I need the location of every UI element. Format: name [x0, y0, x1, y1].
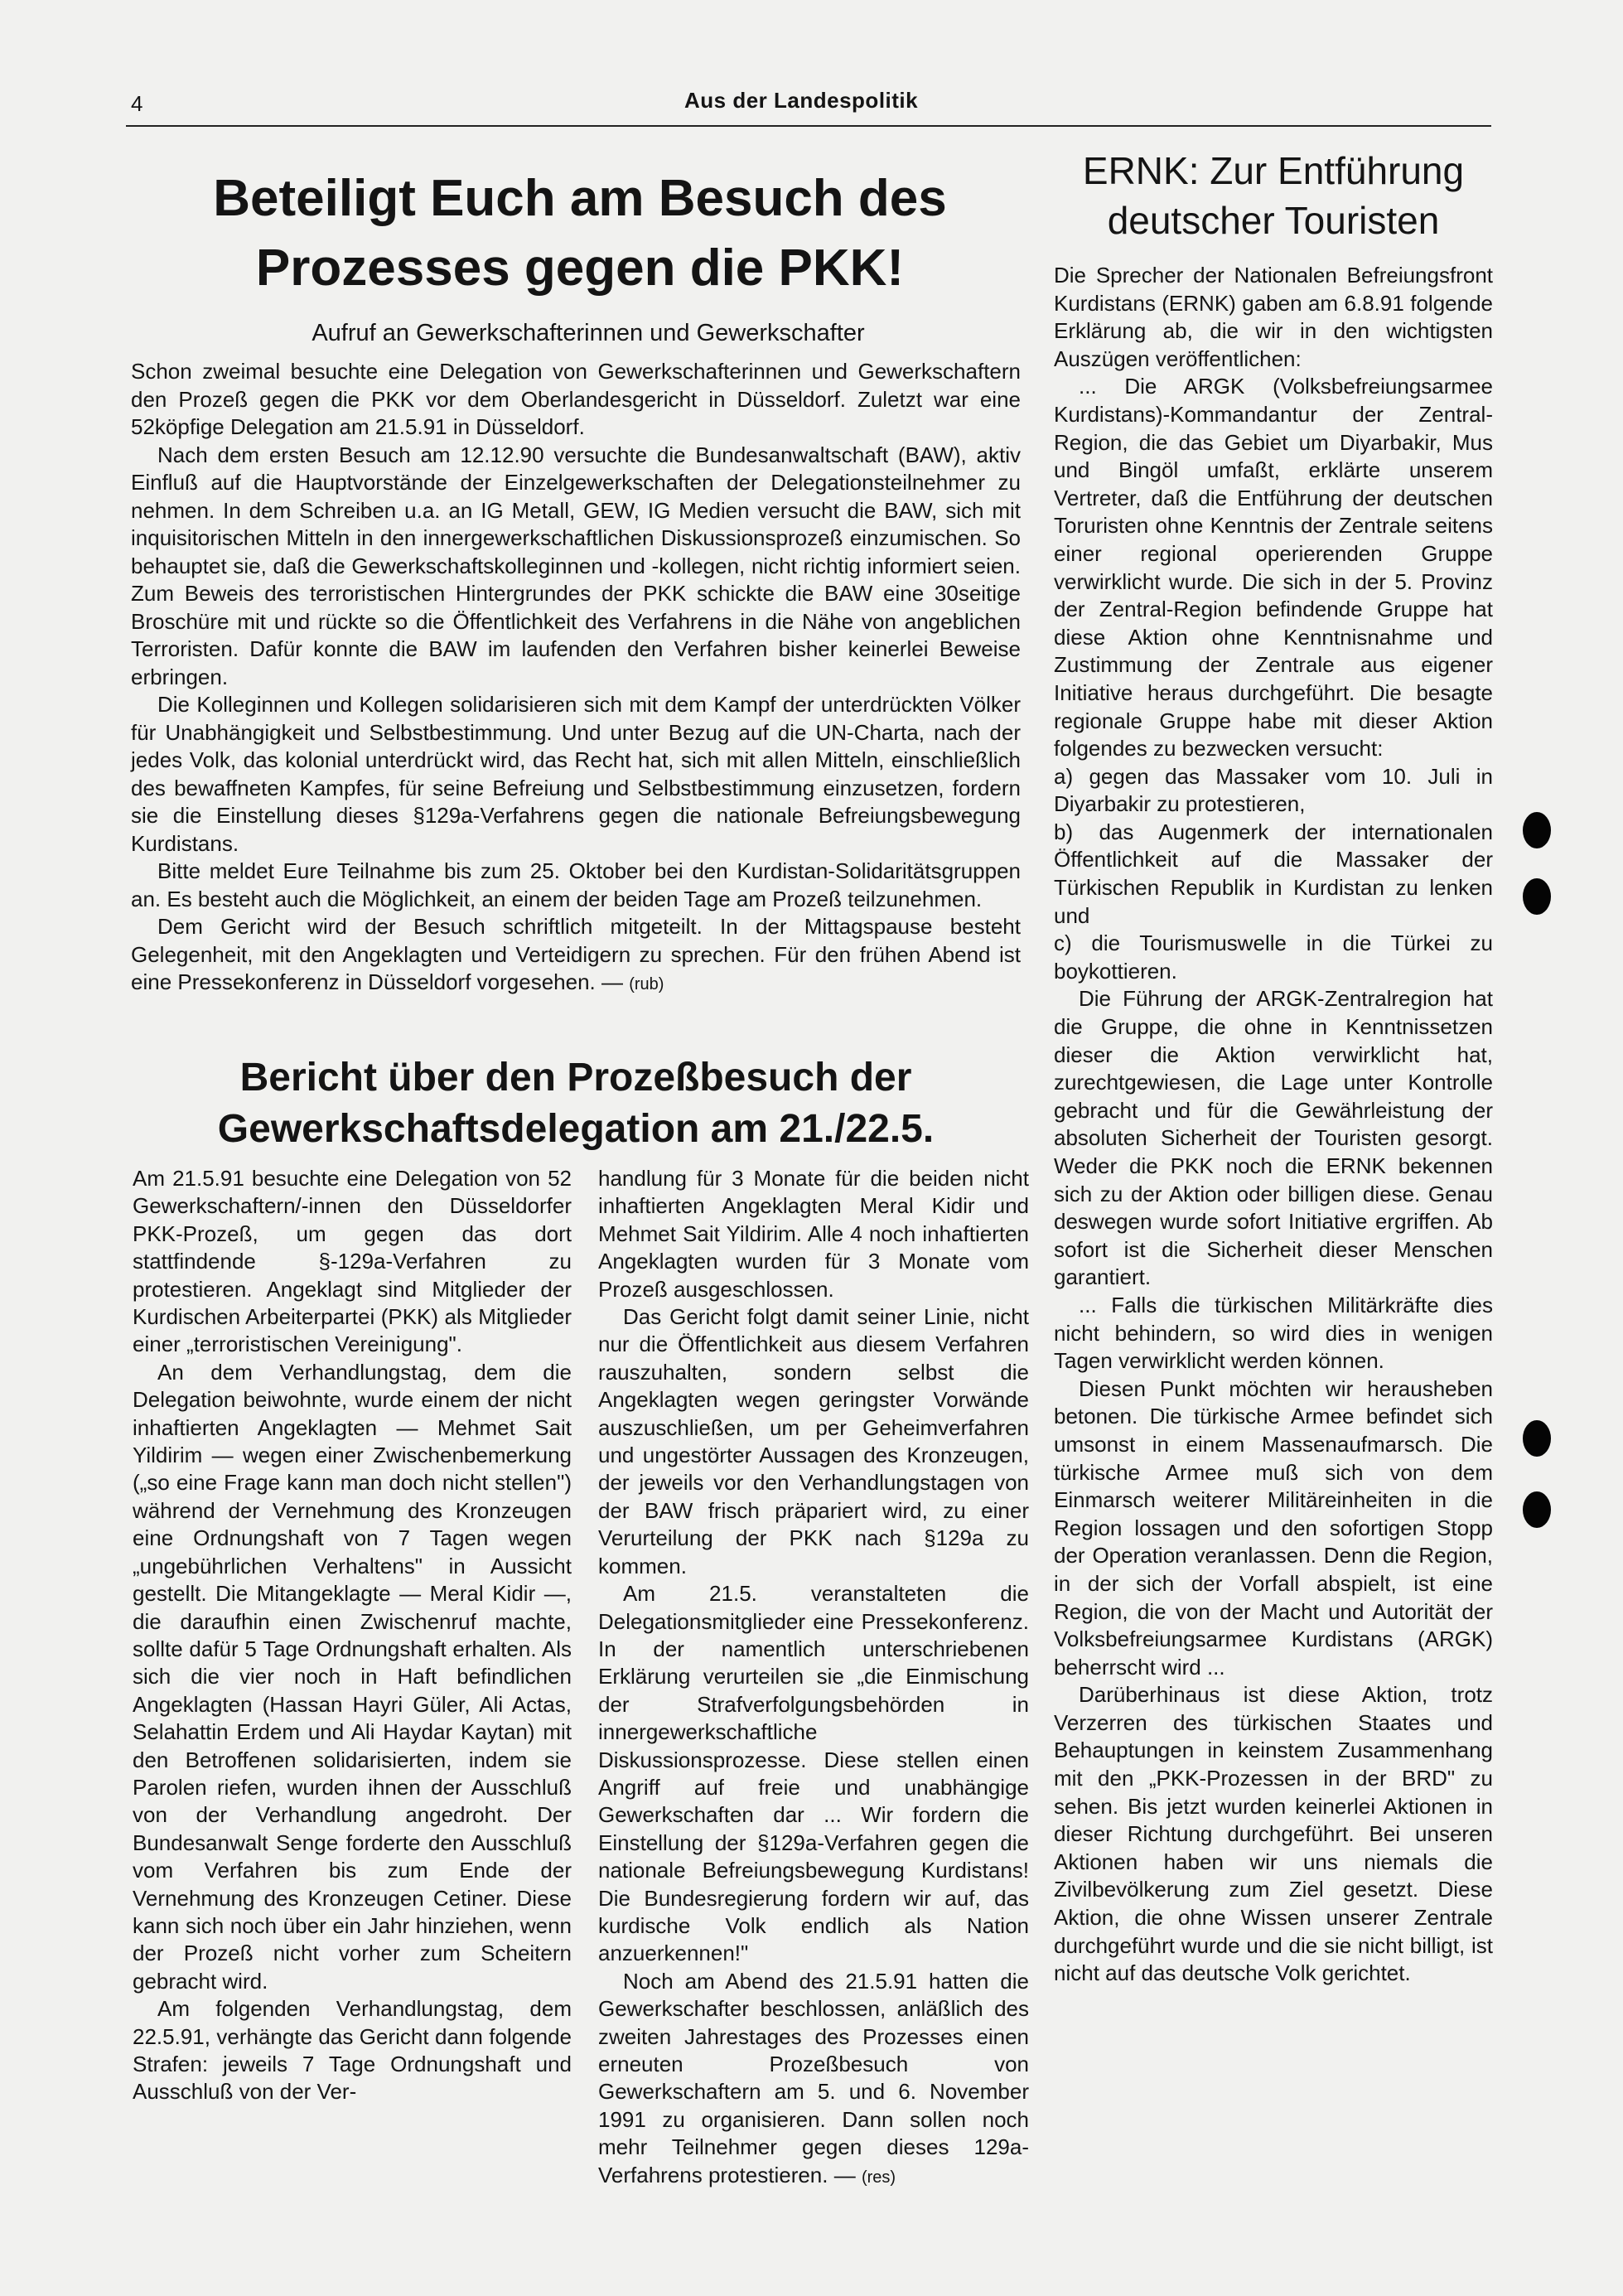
article1-paragraph: [131, 913, 1021, 999]
article2-paragraph: Das Gericht folgt damit seiner Linie, nicht nur die Öffentlichkeit aus diesem Verfahren rauszuhalten, sondern selbst die Angeklagten wegen geringster Vorwände auszuschließen, um per Geheimverfahren und ungestörter Aussagen des Kronzeugen, der jeweils vor den Verhandlungstagen von der BAW frisch präpariert wird, zu einer Verurteilung der PKK nach §129a zu kommen.: [598, 1304, 1029, 1578]
article3-paragraph: Darüberhinaus ist diese Aktion, trotz Verzerren des türkischen Staates und Behauptungen in keinstem Zusammenhang mit den „PKK-Prozessen in der BRD" zu sehen. Bis jetzt wurden keinerlei Aktionen in dieser Richtung durchgeführt. Bei unseren Aktionen haben wir uns niemals die Zivilbevölkerung zum Ziel gesetzt. Diese Aktion, die ohne Wissen unserer Zentrale durchgeführt wurde und die sie nicht billigt, ist nicht auf das deutsche Volk gerichtet.: [1054, 1682, 1493, 1986]
article3-paragraph: c) die Tourismuswelle in die Türkei zu boykottieren.: [1054, 930, 1493, 984]
article2-title: Bericht über den Prozeßbesuch der Gewerkschaftsdelegation am 21./22.5.: [217, 1056, 935, 1151]
punch-hole-icon: [1523, 812, 1551, 848]
punch-hole-icon: [1523, 1420, 1551, 1457]
article3-paragraph: Die Führung der ARGK-Zentralregion hat die Gruppe, die ohne in Kenntnissetzen dieser die Aktion verwirklicht hat, zurechtgewiesen, die Lage unter Kontrolle gebracht und für die Gewährleistung der absoluten Sicherheit der Touristen gesorgt. Weder die PKK noch die ERNK bekennen sich zu der Aktion oder billigen diese. Genau deswegen wurde sofort Initiative ergriffen. Ab sofort ist die Sicherheit dieser Menschen garantiert.: [1054, 986, 1493, 1290]
article1-paragraph: Schon zweimal besuchte eine Delegation von Gewerkschafterinnen und Gewerkschaftern den Prozeß gegen die PKK vor dem Oberlandesgericht in Düsseldorf. Zuletzt war eine 52köpfige Delegation am 21.5.91 in Düsseldorf.: [131, 359, 1021, 439]
article2-signature: (res): [861, 2168, 896, 2187]
article2-paragraph: handlung für 3 Monate für die beiden nicht inhaftierten Angeklagten Meral Kidir und Mehmet Sait Yildirim. Alle 4 noch inhaftierten Angeklagten wurden für 3 Monate vom Prozeß ausgeschlossen.: [598, 1166, 1029, 1302]
article2-paragraph-text: Noch am Abend des 21.5.91 hatten die Gewerkschafter beschlossen, anläßlich des zweiten Jahrestages des Prozesses einen erneuten Prozeßbesuch von Gewerkschaftern am 5. und 6. November 1991 zu organisieren. Dann sollen noch mehr Teilnehmer gegen dieses 129a-Verfahrens protestieren. —: [598, 1968, 1029, 2187]
article1-paragraph: Die Kolleginnen und Kollegen solidarisieren sich mit dem Kampf der unterdrückten Völker für Unabhängigkeit und Selbstbestimmung. Und unter Bezug auf die UN-Charta, nach der jedes Volk, das kolonial unterdrückt wird, das Recht hat, sich mit allen Mitteln, einschließlich des bewaffneten Kampfes, für seine Befreiung und Selbstbestimmung einzusetzen, fordern sie die Einstellung dieses §129a-Verfahrens gegen die nationale Befreiungsbewegung Kurdistans.: [131, 692, 1021, 856]
article1-paragraph-text: Dem Gericht wird der Besuch schriftlich mitgeteilt. In der Mittagspause besteht Gelegenheit, mit den Angeklagten und Verteidigern zu sprechen. Für den frühen Abend ist eine Pressekonferenz in Düsseldorf vorgesehen. —: [131, 914, 1021, 994]
article1-paragraph: Bitte meldet Eure Teilnahme bis zum 25. Oktober bei den Kurdistan-Solidaritätsgruppen an. Es besteht auch die Möglichkeit, an einem der beiden Tage am Prozeß teilzunehmen.: [131, 858, 1021, 911]
article1-body: [131, 358, 1021, 999]
article3-paragraph: Diesen Punkt möchten wir herausheben betonen. Die türkische Armee befindet sich umsonst in einem Massenaufmarsch. Die türkische Armee muß sich von dem Einmarsch weiterer Militäreinheiten in die Region lossagen und den sofortigen Stopp der Operation veranlassen. Denn die Region, in der sich der Vorfall abspielt, ist eine Region, die von der Macht und Autorität der Volksbefreiungsarmee Kurdistans (ARGK) beherrscht wird ...: [1054, 1375, 1493, 1680]
article3-paragraph: Die Sprecher der Nationalen Befreiungsfront Kurdistans (ERNK) gaben am 6.8.91 folgende Erklärung ab, die wir in den wichtigsten Auszügen veröffentlichen:: [1054, 263, 1493, 371]
section-heading: Aus der Landespolitik: [684, 88, 919, 113]
article1-signature: (rub): [629, 975, 664, 993]
article2-paragraph: [598, 1968, 1029, 2192]
header-rule: [126, 125, 1491, 127]
punch-hole-icon: [1523, 1491, 1551, 1528]
article3-paragraph: a) gegen das Massaker vom 10. Juli in Diyarbakir zu protestieren,: [1054, 763, 1493, 817]
article3-paragraph: ... Falls die türkischen Militärkräfte dies nicht behindern, so wird dies in wenigen Tagen verwirklicht werden können.: [1054, 1292, 1493, 1374]
article2-paragraph: Am 21.5.91 besuchte eine Delegation von 52 Gewerkschaftern/-innen den Düsseldorfer PKK-Prozeß, um gegen das dort stattfindende §-129a-Verfahren zu protestieren. Angeklagt sind Mitglieder der Kurdischen Arbeiterpartei (PKK) als Mitglieder einer „terroristischen Vereinigung".: [133, 1166, 572, 1357]
article3-body: [1054, 262, 1493, 1988]
article2-paragraph: Am folgenden Verhandlungstag, dem 22.5.91, verhängte das Gericht dann folgende Strafen: jeweils 7 Tage Ordnungshaft und Ausschluß von der Ver-: [133, 1996, 572, 2105]
article2-column-a: [133, 1165, 572, 2106]
article3-paragraph: ... Die ARGK (Volksbefreiungsarmee Kurdistans)-Kommandantur der Zentral-Region, die das Gebiet um Diyarbakir, Mus und Bingöl umfaßt, erklärte unserem Vertreter, daß die Entführung der deutschen Toruristen ohne Kenntnis der Zentrale seitens einer regional operierenden Gruppe verwirklicht wurde. Die sich in der 5. Provinz der Zentral-Region befindende Gruppe hat diese Aktion ohne Kenntnisnahme und Zustimmung der Zentrale aus eigener Initiative heraus durchgeführt. Die besagte regionale Gruppe habe mit dieser Aktion folgendes zu bezwecken versucht:: [1054, 374, 1493, 761]
punch-hole-icon: [1523, 878, 1551, 915]
article2-paragraph: An dem Verhandlungstag, dem die Delegation beiwohnte, wurde einem der nicht inhaftierten Angeklagten — Mehmet Sait Yildirim — wegen einer Zwischenbemerkung („so eine Frage kann man doch nicht stellen") während der Vernehmung des Kronzeugen eine Ordnungshaft von 7 Tagen wegen „ungebührlichen Verhaltens" in Aussicht gestellt. Die Mitangeklagte — Meral Kidir —, die daraufhin einen Zwischenruf machte, sollte dafür 5 Tage Ordnungshaft erhalten. Als sich die vier noch in Haft befindlichen Angeklagten (Hassan Hayri Güler, Ali Actas, Selahattin Erdem und Ali Haydar Kaytan) mit den Betroffenen solidarisierten, indem sie Parolen riefen, wurden ihnen der Ausschluß von der Verhandlung angedroht. Der Bundesanwalt Senge forderte den Ausschluß vom Verfahren bis zum Ende der Vernehmung des Kronzeugen Cetiner. Diese kann sich noch über ein Jahr hinziehen, wenn der Prozeß nicht vorher zum Scheitern gebracht wird.: [133, 1359, 572, 1994]
article2-paragraph: Am 21.5. veranstalteten die Delegationsmitglieder eine Pressekonferenz. In der namentlich unterschriebenen Erklärung verurteilen sie „die Einmischung der Strafverfolgungsbehörden in innergewerkschaftliche Diskussionsprozesse. Diese stellen einen Angriff auf freie und unabhängige Gewerkschaften dar ... Wir fordern die Einstellung der §129a-Verfahren gegen die nationale Befreiungsbewegung Kurdistans! Die Bundesregierung fordern wir auf, das kurdische Volk endlich als Nation anzuerkennen!": [598, 1581, 1029, 1966]
article3-paragraph: b) das Augenmerk der internationalen Öffentlichkeit auf die Massaker der Türkischen Republik in Kurdistan zu lenken und: [1054, 819, 1493, 928]
article1-subtitle: Aufruf an Gewerkschafterinnen und Gewerkschafter: [312, 320, 865, 346]
article1-paragraph: Nach dem ersten Besuch am 12.12.90 versuchte die Bundesanwaltschaft (BAW), aktiv Einfluß auf die Hauptvorstände der Einzelgewerkschaften der Delegationsteilnehmer zu nehmen. In dem Schreiben u.a. an IG Metall, GEW, IG Medien versucht die BAW, sich mit inquisitorischen Mitteln in den innergewerkschaftlichen Diskussionsprozeß einzumischen. So behauptet sie, daß die Gewerkschaftskolleginnen und -kollegen, nicht richtig informiert seien. Zum Beweis des terroristischen Hintergrundes der PKK schickte die BAW eine 30seitige Broschüre mit und rückte so die Öffentlichkeit des Verfahrens in die Nähe von angeblichen Terroristen. Dafür konnte die BAW im laufenden den Verfahren bisher keinerlei Beweise erbringen.: [131, 442, 1021, 689]
article3-title: ERNK: Zur Entführung deutscher Touristen: [1082, 149, 1465, 242]
article1-title: Beteiligt Euch am Besuch des Prozesses gegen die PKK!: [213, 170, 947, 297]
page-number: 4: [131, 91, 143, 116]
article2-column-b: [598, 1165, 1029, 2192]
